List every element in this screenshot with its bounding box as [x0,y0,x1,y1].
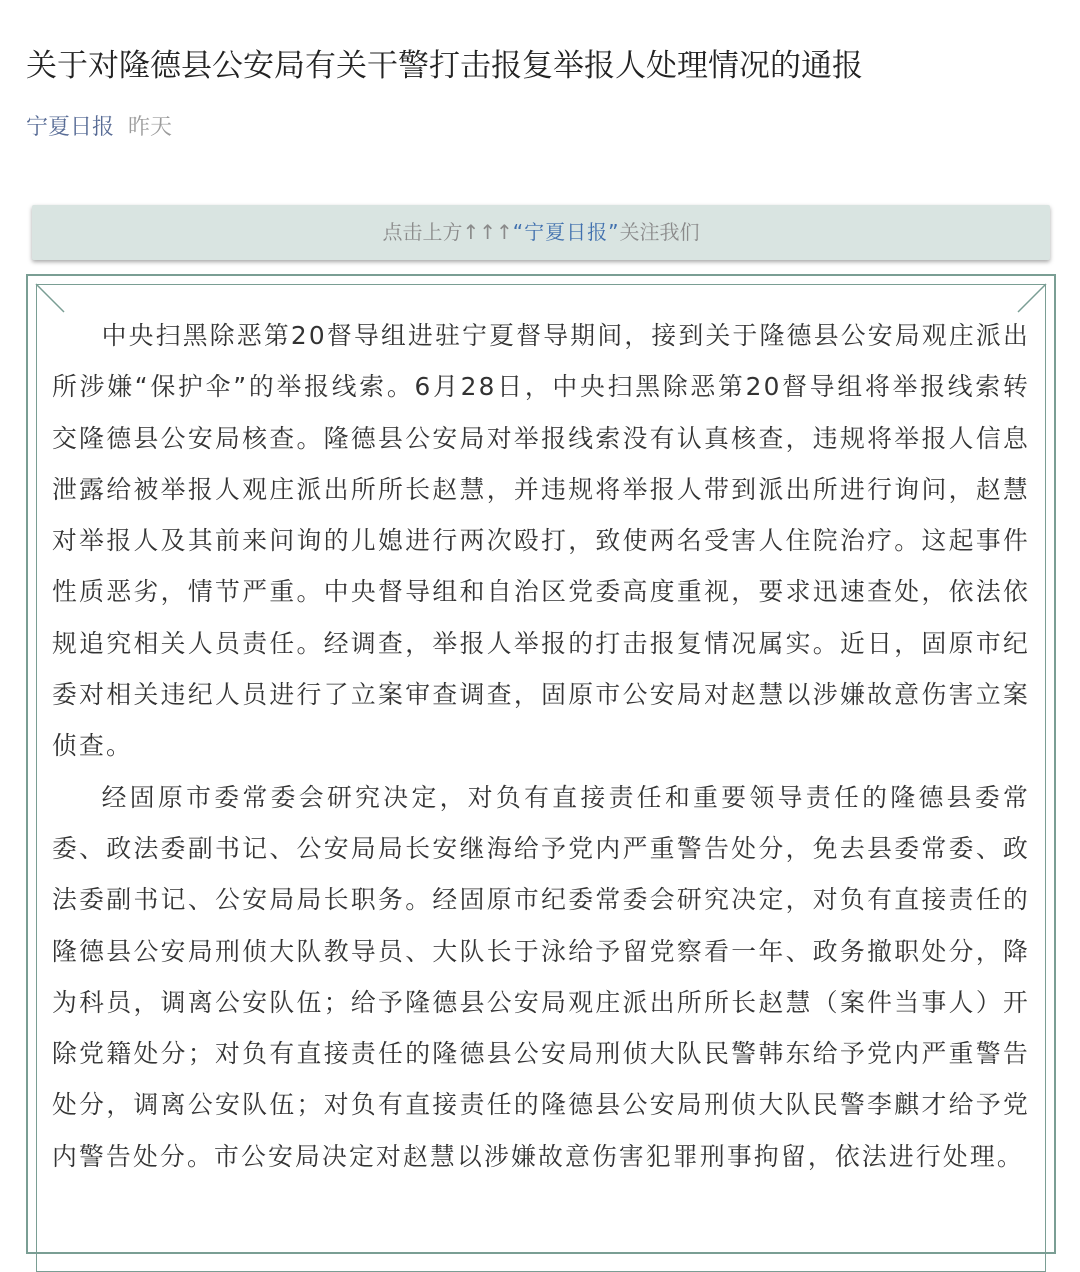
follow-banner[interactable] [32,205,1050,260]
banner-prefix: 点击上方 [382,220,463,244]
up-arrows-icon: ↑↑↑ [462,220,513,244]
publish-date: 昨天 [128,115,173,140]
banner-suffix: 关注我们 [619,220,700,244]
banner-account-name: “宁夏日报” [512,220,620,244]
account-name-link[interactable]: 宁夏日报 [26,115,115,140]
paragraph: 中央扫黑除恶第20督导组进驻宁夏督导期间，接到关于隆德县公安局观庄派出所涉嫌“保护伞”的举报线索。6月28日，中央扫黑除恶第20督导组将举报线索转交隆德县公安局核查。隆德县公安局对举报线索没有认真核查，违规将举报人信息泄露给被举报人观庄派出所所长赵慧，并违规将举报人带到派出所进行询问，赵慧对举报人及其前来问询的儿媳进行两次殴打，致使两名受害人住院治疗。这起事件性质恶劣，情节严重。中央督导组和自治区党委高度重视，要求迅速查处，依法依规追究相关人员责任。经调查，举报人举报的打击报复情况属实。近日，固原市纪委对相关违纪人员进行了立案审查调查，固原市公安局对赵慧以涉嫌故意伤害立案侦查。 [52,321,1030,761]
article-body [52,310,1030,1182]
article-title: 关于对隆德县公安局有关干警打击报复举报人处理情况的通报 [26,48,863,84]
article-meta [26,108,172,148]
paragraph: 经固原市委常委会研究决定，对负有直接责任和重要领导责任的隆德县委常委、政法委副书记、公安局局长安继海给予党内严重警告处分，免去县委常委、政法委副书记、公安局局长职务。经固原市纪委常委会研究决定，对负有直接责任的隆德县公安局刑侦大队教导员、大队长于泳给予留党察看一年、政务撤职处分，降为科员，调离公安队伍；给予隆德县公安局观庄派出所所长赵慧（案件当事人）开除党籍处分；对负有直接责任的隆德县公安局刑侦大队民警韩东给予党内严重警告处分，调离公安队伍；对负有直接责任的隆德县公安局刑侦大队民警李麒才给予党内警告处分。市公安局决定对赵慧以涉嫌故意伤害犯罪刑事拘留，依法进行处理。 [52,782,1030,1171]
